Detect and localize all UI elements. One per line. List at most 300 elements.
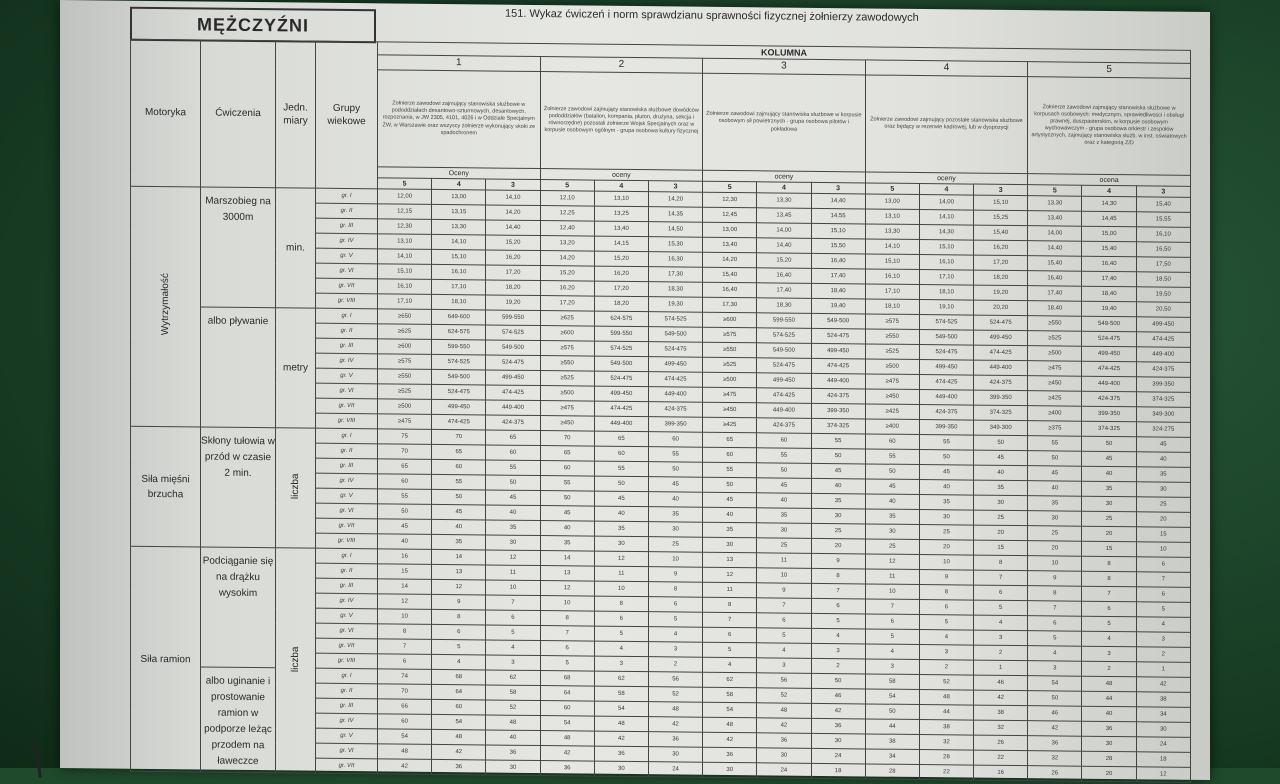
norm-value: 13,00	[432, 189, 486, 205]
norm-value: 54	[1028, 676, 1082, 692]
norm-value: 16,40	[1028, 271, 1082, 287]
norm-value: 4	[1136, 617, 1190, 633]
norm-value: 66	[378, 699, 432, 715]
norm-value: 474-425	[974, 345, 1028, 361]
norm-value: 15,10	[432, 249, 486, 265]
norm-value: 56	[757, 673, 811, 689]
norm-value: 399-350	[648, 417, 702, 433]
norm-value: 36	[432, 759, 486, 775]
norm-value: 46	[811, 688, 865, 704]
age-group: gr. II	[316, 563, 378, 579]
age-group: gr. VIII	[316, 653, 378, 669]
norm-value: 15,40	[1082, 241, 1136, 257]
norm-value: 3	[648, 642, 702, 658]
norm-value: ≥400	[865, 419, 919, 435]
norm-value: 4	[486, 640, 540, 656]
norm-value: 6	[594, 611, 648, 627]
norm-value: 50	[974, 435, 1028, 451]
column-number-4: 4	[865, 60, 1028, 77]
norm-value: 48	[648, 702, 702, 718]
norm-value: 17,30	[648, 267, 702, 283]
norm-value: 16,10	[919, 254, 973, 270]
age-group: gr. VI	[316, 503, 378, 519]
norm-value: 25	[757, 538, 811, 554]
norm-value: 25	[811, 523, 865, 539]
norm-value: 45	[865, 479, 919, 495]
unit-cell	[276, 428, 316, 548]
column-description-4: Żołnierze zawodowi zajmujący pozostałe stanowiska służbowe oraz będący w rezerwie kadrowej, lub w dyspozycji	[865, 75, 1028, 174]
table-header	[131, 39, 1191, 197]
norm-value: 50	[757, 463, 811, 479]
norm-value: ≥550	[540, 356, 594, 372]
norm-value: 50	[865, 704, 919, 720]
norm-value: 13,10	[594, 191, 648, 207]
norm-value: 16,20	[486, 250, 540, 266]
norm-value: 5	[703, 642, 757, 658]
unit-cell	[276, 548, 316, 773]
norm-value: 474-425	[648, 372, 702, 388]
norm-value: 40	[594, 506, 648, 522]
norm-value: 35	[540, 536, 594, 552]
norm-value: 16	[378, 549, 432, 565]
norm-value: 424-375	[1136, 362, 1190, 378]
norm-value: ≥575	[703, 327, 757, 343]
norm-value: 14,45	[1082, 211, 1136, 227]
norm-value: 16	[974, 765, 1028, 781]
norm-value: 58	[703, 687, 757, 703]
norm-value: 60	[594, 446, 648, 462]
norm-value: 5	[757, 628, 811, 644]
norm-value: 50	[1082, 436, 1136, 452]
norm-value: 3	[865, 659, 919, 675]
norm-value: 15,40	[1028, 256, 1082, 272]
age-group: gr. V	[316, 368, 378, 384]
norm-value: 38	[974, 705, 1028, 721]
norm-value: 32	[974, 720, 1028, 736]
norm-value: 40	[486, 505, 540, 521]
norm-value: ≥475	[378, 414, 432, 430]
grade-label: 5	[865, 183, 919, 195]
norm-value: 12	[486, 550, 540, 566]
norm-value: 12,40	[540, 221, 594, 237]
norm-value: 65	[540, 446, 594, 462]
norm-value: 17,40	[1082, 271, 1136, 287]
norm-value: 6	[648, 597, 702, 613]
norm-value: 36	[1028, 736, 1082, 752]
norms-table	[130, 39, 1191, 783]
norm-value: 50	[919, 449, 973, 465]
norm-value: 4	[594, 641, 648, 657]
norm-value: 399-350	[974, 390, 1028, 406]
norm-value: 16,50	[1136, 242, 1190, 258]
norm-value: 25	[1136, 497, 1190, 513]
norm-value: 5	[594, 626, 648, 642]
header-motoryka: Motoryka	[131, 39, 201, 187]
norm-value: 3	[974, 630, 1028, 646]
norm-value: 9	[432, 594, 486, 610]
norm-value: 649-600	[432, 309, 486, 325]
norm-value: 7	[378, 639, 432, 655]
norm-value: ≥650	[378, 309, 432, 325]
column-number-2: 2	[540, 57, 703, 74]
norm-value: 45	[703, 492, 757, 508]
norm-value: 30	[486, 760, 540, 776]
norm-value: 14,00	[919, 194, 973, 210]
norm-value: 68	[432, 669, 486, 685]
norm-value: 15	[1082, 541, 1136, 557]
norm-value: 13	[540, 566, 594, 582]
norm-value: 40	[432, 519, 486, 535]
norm-value: 30	[919, 509, 973, 525]
norm-value: 17,40	[1028, 286, 1082, 302]
norm-value: 13,00	[703, 222, 757, 238]
age-group: gr. IV	[316, 593, 378, 609]
norm-value: 524-475	[432, 384, 486, 400]
norm-value: ≥375	[1028, 421, 1082, 437]
norm-value: ≥575	[865, 314, 919, 330]
norm-value: 48	[594, 716, 648, 732]
norm-value: 40	[703, 507, 757, 523]
norm-value: 599-550	[594, 326, 648, 342]
norm-value: 15,10	[974, 195, 1028, 211]
norm-value: 9	[811, 553, 865, 569]
norm-value: 10	[594, 581, 648, 597]
norm-value: 2	[648, 657, 702, 673]
norm-value: 3	[919, 644, 973, 660]
norm-value: 40	[378, 534, 432, 550]
norm-value: 46	[974, 675, 1028, 691]
norm-value: 8	[919, 584, 973, 600]
norm-value: 6	[540, 641, 594, 657]
norm-value: 58	[594, 686, 648, 702]
norm-value: 48	[1082, 676, 1136, 692]
norm-value: 42	[648, 717, 702, 733]
norm-value: 20	[974, 525, 1028, 541]
norm-value: ≥450	[865, 389, 919, 405]
norm-value: 64	[540, 686, 594, 702]
age-group: gr. V	[316, 728, 378, 744]
norm-value: 50	[1028, 451, 1082, 467]
norm-value: 20,50	[1136, 302, 1190, 318]
norm-value: 15,20	[594, 251, 648, 267]
norm-value: 14,10	[486, 190, 540, 206]
norm-value: ≥550	[703, 342, 757, 358]
norm-value: 6	[1082, 601, 1136, 617]
norm-value: 7	[1082, 586, 1136, 602]
norm-value: 36	[1082, 721, 1136, 737]
norm-value: 14,20	[703, 252, 757, 268]
norm-value: 35	[1028, 496, 1082, 512]
norm-value: 8	[432, 609, 486, 625]
norm-value: 28	[865, 764, 919, 780]
norm-value: 48	[486, 715, 540, 731]
norm-value: 45	[594, 491, 648, 507]
norm-value: 65	[703, 432, 757, 448]
age-group: gr. IV	[316, 713, 378, 729]
norm-value: 4	[919, 629, 973, 645]
norm-value: 30	[1136, 722, 1190, 738]
norm-value: 374-325	[811, 418, 865, 434]
norm-value: 13,20	[540, 236, 594, 252]
norm-value: 55	[540, 476, 594, 492]
norm-value: 13,40	[703, 237, 757, 253]
age-group: gr. III	[316, 338, 378, 354]
norm-value: 18,20	[594, 296, 648, 312]
norm-value: 42	[811, 703, 865, 719]
norm-value: 17,10	[865, 284, 919, 300]
norm-value: ≥525	[540, 371, 594, 387]
norm-value: 16,40	[1082, 256, 1136, 272]
norm-value: 18,10	[919, 284, 973, 300]
norm-value: 44	[919, 704, 973, 720]
norm-value: 55	[919, 434, 973, 450]
norm-value: 35	[594, 521, 648, 537]
norm-value: 25	[1028, 526, 1082, 542]
norm-value: 12	[432, 579, 486, 595]
norm-value: 15,25	[974, 210, 1028, 226]
norm-value: 8	[974, 555, 1028, 571]
norm-value: 10	[865, 584, 919, 600]
norm-value: 25	[919, 524, 973, 540]
exercise-name: albo uginanie i prostowanie ramion w podporze leżąc przodem na ławeczce	[201, 667, 276, 773]
grade-label: 5	[703, 181, 757, 193]
age-group: gr. III	[316, 218, 378, 234]
norm-value: 14,00	[757, 223, 811, 239]
norm-value: 60	[432, 459, 486, 475]
norm-value: 17,10	[432, 279, 486, 295]
norm-value: 13,30	[1028, 196, 1082, 212]
age-group: gr. VII	[316, 398, 378, 414]
unit-cell: min.	[276, 188, 316, 308]
norm-value: 7	[865, 599, 919, 615]
norm-value: 65	[378, 459, 432, 475]
norm-value: 20	[919, 539, 973, 555]
norm-value: 17,10	[378, 294, 432, 310]
norm-value: 32	[919, 734, 973, 750]
norm-value: 45	[648, 477, 702, 493]
norm-value: 10	[919, 554, 973, 570]
norm-value: 30	[811, 508, 865, 524]
norm-value: 30	[811, 733, 865, 749]
norm-value: 18	[1136, 752, 1190, 768]
norm-value: 13,10	[378, 234, 432, 250]
age-group: gr. IV	[316, 233, 378, 249]
norm-value: 32	[1028, 751, 1082, 767]
norm-value: ≥525	[378, 384, 432, 400]
exercise-name: albo pływanie	[201, 307, 276, 428]
norm-value: ≥525	[1028, 331, 1082, 347]
norm-value: 12,30	[703, 192, 757, 208]
norm-value: ≥525	[865, 344, 919, 360]
norm-value: 25	[865, 539, 919, 555]
norm-value: 13,10	[865, 209, 919, 225]
norm-value: 35	[486, 520, 540, 536]
header-cwiczenia: Ćwiczenia	[201, 40, 276, 188]
motoryka-cell: Siła ramion	[131, 546, 201, 772]
norm-value: 7	[486, 595, 540, 611]
norm-value: 16,10	[432, 264, 486, 280]
grade-label: 4	[594, 180, 648, 192]
age-group: gr. III	[316, 578, 378, 594]
norm-value: 42	[594, 731, 648, 747]
norm-value: 14,10	[865, 239, 919, 255]
grade-label: 3	[974, 184, 1028, 196]
norm-value: 54	[432, 714, 486, 730]
norm-value: 14,15	[594, 236, 648, 252]
norm-value: 6	[378, 654, 432, 670]
norm-value: 6	[1028, 616, 1082, 632]
norm-value: 58	[865, 674, 919, 690]
norm-value: 19,30	[648, 297, 702, 313]
norm-value: 13	[432, 564, 486, 580]
norm-value: 10	[648, 552, 702, 568]
norm-value: 449-400	[594, 416, 648, 432]
column-description-2: Żołnierze zawodowi zajmujący stanowiska służbowe dowódców pododdziałów (batalion, kompania, pluton, drużyna, sekcja i równorzędne) pozostali żołnierze Wojsk Specjalnych oraz w korpusie osobowym ogólnym - grupa osobowa kultury fizycznej	[540, 72, 703, 171]
norm-value: 45	[811, 463, 865, 479]
norm-value: 5	[1136, 602, 1190, 618]
norm-value: 474-425	[432, 414, 486, 430]
norm-value: 45	[1028, 466, 1082, 482]
norm-value: 4	[974, 615, 1028, 631]
norm-value: 75	[378, 429, 432, 445]
norms-document	[130, 3, 1200, 778]
norm-value: ≥500	[540, 386, 594, 402]
norm-value: 34	[1136, 707, 1190, 723]
norm-value: 17,30	[703, 297, 757, 313]
norm-value: 52	[648, 687, 702, 703]
norm-value: 7	[757, 598, 811, 614]
norm-value: 35	[919, 494, 973, 510]
norm-value: 26	[1028, 766, 1082, 782]
norm-value: 45	[486, 490, 540, 506]
norm-value: 8	[540, 611, 594, 627]
norm-value: 13,30	[865, 224, 919, 240]
norm-value: 64	[432, 684, 486, 700]
norm-value: 20	[811, 538, 865, 554]
grade-label: 3	[811, 182, 865, 194]
norm-value: 449-400	[1082, 376, 1136, 392]
norm-value: 40	[486, 730, 540, 746]
norm-value: 50	[865, 464, 919, 480]
grade-label: 4	[757, 182, 811, 194]
norm-value: 30	[648, 747, 702, 763]
norm-value: 449-400	[811, 373, 865, 389]
age-group: gr. II	[316, 443, 378, 459]
norm-value: 499-450	[1082, 346, 1136, 362]
norm-value: 6	[1136, 587, 1190, 603]
grade-label: 5	[378, 178, 432, 190]
norm-value: 55	[757, 448, 811, 464]
norm-value: 19,10	[919, 299, 973, 315]
norm-value: 30	[1028, 511, 1082, 527]
norm-value: 12,25	[540, 206, 594, 222]
norm-value: 35	[1082, 481, 1136, 497]
norm-value: 2	[1136, 647, 1190, 663]
norm-value: 14,30	[1082, 196, 1136, 212]
norm-value: 18,10	[432, 294, 486, 310]
norm-value: ≥425	[1028, 391, 1082, 407]
norm-value: 6	[919, 599, 973, 615]
norm-value: ≥475	[703, 387, 757, 403]
norm-value: 35	[757, 508, 811, 524]
norm-value: 20,20	[974, 300, 1028, 316]
norm-value: 574-525	[919, 314, 973, 330]
norm-value: 449-400	[486, 400, 540, 416]
norm-value: 19,40	[1082, 301, 1136, 317]
norm-value: 449-400	[974, 360, 1028, 376]
norm-value: 549-500	[594, 356, 648, 372]
norm-value: 6	[486, 610, 540, 626]
norm-value: ≥550	[865, 329, 919, 345]
age-group: gr. VI	[316, 623, 378, 639]
norm-value: 574-525	[757, 328, 811, 344]
norm-value: 34	[865, 749, 919, 765]
grade-label: 4	[432, 178, 486, 190]
norm-value: 424-375	[486, 415, 540, 431]
norm-value: 15,20	[486, 235, 540, 251]
norm-value: 5	[540, 656, 594, 672]
norm-value: 46	[1028, 706, 1082, 722]
norm-value: 524-475	[594, 371, 648, 387]
norm-value: 549-500	[648, 327, 702, 343]
norm-value: 14,20	[486, 205, 540, 221]
norm-value: 15,50	[811, 238, 865, 254]
age-group: gr. V	[316, 608, 378, 624]
norm-value: 524-475	[811, 328, 865, 344]
age-group: gr. VII	[316, 758, 378, 774]
norm-value: 9	[919, 569, 973, 585]
norm-value: 5	[486, 625, 540, 641]
norm-value: 54	[865, 689, 919, 705]
norm-value: 40	[919, 479, 973, 495]
norm-value: 42	[540, 746, 594, 762]
norm-value: 4	[757, 643, 811, 659]
norm-value: ≥500	[378, 399, 432, 415]
norm-value: 10	[1028, 556, 1082, 572]
norm-value: 524-475	[1082, 331, 1136, 347]
norm-value: 499-450	[811, 343, 865, 359]
norm-value: 30	[703, 762, 757, 778]
norm-value: 68	[540, 671, 594, 687]
norm-value: 14	[378, 579, 432, 595]
norm-value: 424-375	[757, 418, 811, 434]
norm-value: 48	[378, 744, 432, 760]
norm-value: 60	[648, 432, 702, 448]
norm-value: 16,40	[703, 282, 757, 298]
norm-value: 599-550	[486, 310, 540, 326]
column-number-3: 3	[703, 58, 866, 75]
norm-value: 15,40	[1136, 197, 1190, 213]
norm-value: 12	[1136, 767, 1190, 783]
paper-sheet	[60, 0, 1210, 780]
norm-value: 13,30	[432, 219, 486, 235]
norm-value: 22	[974, 750, 1028, 766]
norm-value: 6	[1136, 557, 1190, 573]
norm-value: 55	[703, 462, 757, 478]
norm-value: 5	[432, 639, 486, 655]
norm-value: 18,20	[974, 270, 1028, 286]
norm-value: 30	[1082, 736, 1136, 752]
norm-value: 12,10	[540, 191, 594, 207]
norm-value: 62	[486, 670, 540, 686]
column-oceny-4: oceny	[865, 172, 1028, 185]
norm-value: 5	[974, 600, 1028, 616]
age-group: gr. I	[316, 428, 378, 444]
norm-value: 2	[811, 658, 865, 674]
norm-value: 25	[974, 510, 1028, 526]
norm-value: 38	[865, 734, 919, 750]
norm-value: 45	[540, 506, 594, 522]
